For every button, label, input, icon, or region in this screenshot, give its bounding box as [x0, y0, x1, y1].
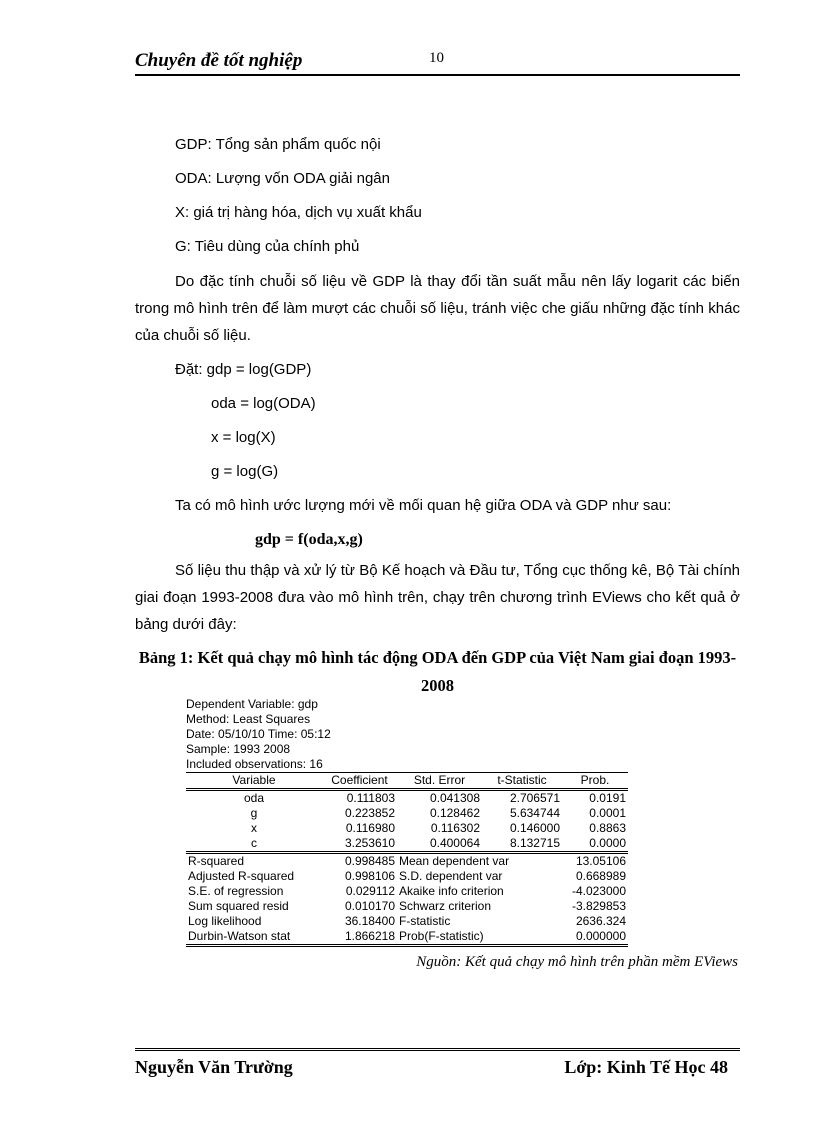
stats-row: [186, 929, 628, 946]
header-variable: Variable: [186, 773, 322, 790]
stat-value: 0.998106: [344, 869, 395, 883]
cell-variable: x: [251, 821, 257, 835]
table-row: [186, 821, 628, 836]
cell-std-error: 0.128462: [429, 806, 480, 820]
definition-gdp: GDP: Tổng sản phẩm quốc nội: [175, 136, 381, 153]
stat-label: R-squared: [186, 853, 322, 870]
coefficient-table: [186, 772, 628, 851]
cell-std-error: 0.041308: [429, 791, 480, 805]
stat-value: 36.18400: [344, 914, 395, 928]
eviews-meta: [186, 697, 628, 772]
cell-coefficient: 0.223852: [344, 806, 395, 820]
paragraph-log-transform: Do đặc tính chuỗi số liệu về GDP là thay đổi tần suất mẫu nên lấy logarit các biến trong mô hình trên để làm mượt các chuỗi số liệu, tránh việc che giấu những đặc tính khác của chuỗi số liệu.: [135, 273, 740, 344]
source-note: Nguồn: Kết quả chạy mô hình trên phần mềm EViews: [416, 954, 738, 970]
cell-std-error: 0.116302: [430, 821, 480, 835]
cell-prob: 0.0191: [589, 791, 626, 805]
eviews-output: [186, 697, 628, 947]
footer-class: Lớp: Kinh Tế Học 48: [564, 1057, 728, 1077]
table-header-row: [186, 773, 628, 790]
header-t-statistic: t-Statistic: [482, 773, 562, 790]
cell-variable: c: [251, 836, 257, 850]
stat-value: 2636.324: [575, 914, 626, 928]
page-number: 10: [429, 50, 444, 66]
substitution-x: x = log(X): [211, 429, 276, 446]
definition-oda: ODA: Lượng vốn ODA giải ngân: [175, 170, 390, 187]
meta-line: Dependent Variable: gdp: [186, 697, 318, 711]
stat-value: 0.029112: [345, 884, 395, 898]
page-footer: [135, 1048, 740, 1077]
cell-coefficient: 0.111803: [346, 791, 395, 805]
definition-x: X: giá trị hàng hóa, dịch vụ xuất khẩu: [175, 204, 422, 221]
page-header: [135, 48, 740, 76]
stat-value: 0.010170: [344, 899, 395, 913]
definition-g: G: Tiêu dùng của chính phủ: [175, 238, 360, 255]
cell-std-error: 0.400064: [429, 836, 480, 850]
substitution-gdp: Đặt: gdp = log(GDP): [175, 361, 312, 378]
stat-label: Adjusted R-squared: [188, 869, 295, 883]
stat-label: S.E. of regression: [188, 884, 284, 898]
stat-value: 0.668989: [575, 869, 626, 883]
stat-value: -3.829853: [571, 899, 626, 913]
stats-row: [186, 914, 628, 929]
stat-label: Akaike info criterion: [399, 884, 504, 898]
stat-value: 0.000000: [552, 929, 628, 946]
paragraph-data-source: Số liệu thu thập và xử lý từ Bộ Kế hoạch và Đầu tư, Tổng cục thống kê, Bộ Tài chính giai đoạn 1993-2008 đưa vào mô hình trên, chạy trên chương trình EViews cho kết quả ở bảng dưới đây:: [135, 562, 740, 633]
cell-prob: 0.0000: [589, 836, 626, 850]
model-formula: gdp = f(oda,x,g): [255, 531, 363, 548]
stats-row: [186, 899, 628, 914]
stat-label: Prob(F-statistic): [397, 929, 552, 946]
cell-coefficient: 0.116980: [345, 821, 395, 835]
footer-author: Nguyễn Văn Trường: [135, 1057, 293, 1077]
meta-line: Sample: 1993 2008: [186, 742, 291, 756]
stat-value: -4.023000: [571, 884, 626, 898]
stat-label: Schwarz criterion: [399, 899, 492, 913]
stat-label: Mean dependent var: [397, 853, 552, 870]
cell-variable: g: [250, 806, 258, 820]
table-row: [186, 790, 628, 807]
cell-prob: 0.8863: [589, 821, 626, 835]
stat-value: 1.866218: [322, 929, 397, 946]
table-row: [186, 836, 628, 851]
header-title: Chuyên đề tốt nghiệp: [135, 50, 303, 71]
stat-value: 0.998485: [322, 853, 397, 870]
cell-t-statistic: 0.146000: [509, 821, 560, 835]
cell-variable: oda: [243, 791, 265, 805]
header-coefficient: Coefficient: [322, 773, 397, 790]
stat-label: S.D. dependent var: [399, 869, 503, 883]
stat-value: 13.05106: [552, 853, 628, 870]
stat-label: F-statistic: [399, 914, 451, 928]
cell-coefficient: 3.253610: [344, 836, 395, 850]
meta-line: Included observations: 16: [186, 757, 323, 771]
statistics-table: [186, 851, 628, 947]
meta-line: Date: 05/10/10 Time: 05:12: [186, 727, 331, 741]
stats-row: [186, 853, 628, 870]
substitution-g: g = log(G): [211, 463, 279, 480]
cell-t-statistic: 5.634744: [509, 806, 560, 820]
stats-row: [186, 869, 628, 884]
substitution-oda: oda = log(ODA): [211, 395, 316, 412]
meta-line: Method: Least Squares: [186, 712, 311, 726]
table-row: [186, 806, 628, 821]
stat-label: Durbin-Watson stat: [186, 929, 322, 946]
header-prob: Prob.: [562, 773, 628, 790]
table-caption: Bảng 1: Kết quả chạy mô hình tác động ODA đến GDP của Việt Nam giai đoạn 1993-2008: [138, 648, 737, 695]
cell-t-statistic: 2.706571: [509, 791, 560, 805]
stat-label: Sum squared resid: [188, 899, 289, 913]
stats-row: [186, 884, 628, 899]
header-std-error: Std. Error: [397, 773, 482, 790]
model-intro: Ta có mô hình ước lượng mới về mối quan hệ giữa ODA và GDP như sau:: [175, 497, 672, 514]
cell-prob: 0.0001: [589, 806, 626, 820]
body-content: [135, 128, 740, 638]
cell-t-statistic: 8.132715: [509, 836, 560, 850]
stat-label: Log likelihood: [188, 914, 262, 928]
